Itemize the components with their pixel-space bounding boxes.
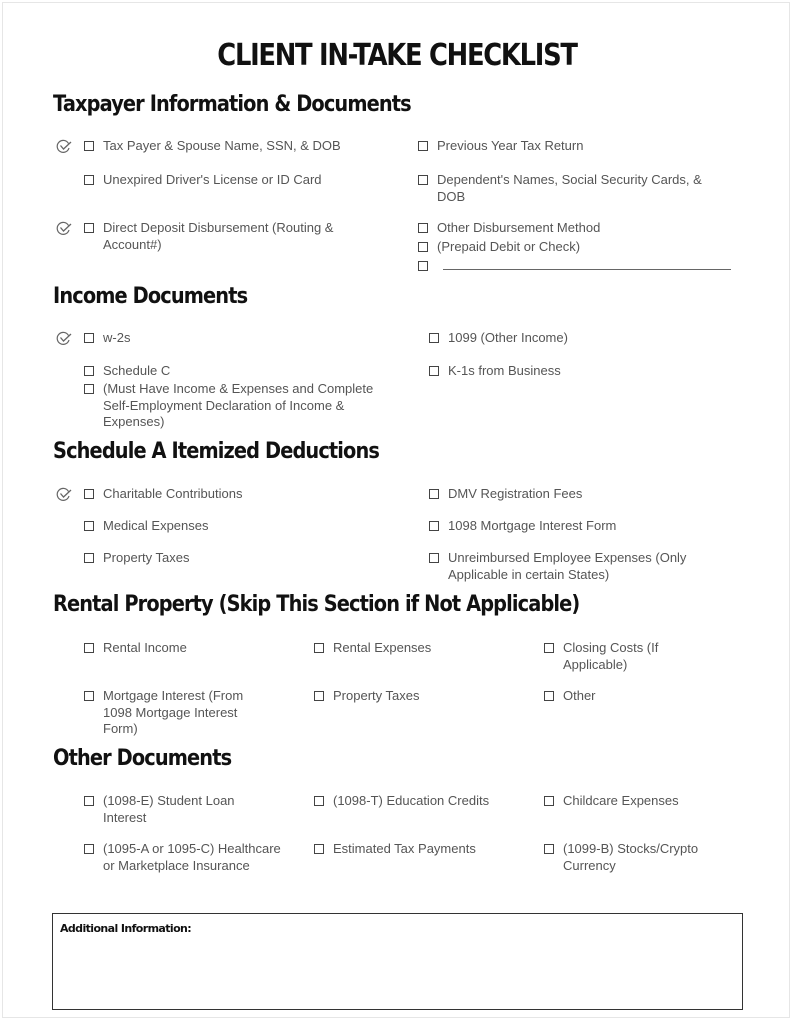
checkbox-icon[interactable] bbox=[84, 384, 94, 394]
checklist-item[interactable]: Tax Payer & Spouse Name, SSN, & DOB bbox=[84, 138, 384, 155]
checklist-item[interactable]: Direct Deposit Disbursement (Routing & Account#) bbox=[84, 220, 364, 253]
checkbox-icon[interactable] bbox=[84, 521, 94, 531]
checkbox-icon[interactable] bbox=[314, 844, 324, 854]
circle-check-icon bbox=[56, 331, 72, 345]
checkbox-icon[interactable] bbox=[544, 796, 554, 806]
checklist-item[interactable]: (1099-B) Stocks/Crypto Currency bbox=[544, 841, 724, 874]
checklist-item-blank[interactable] bbox=[418, 258, 438, 271]
checklist-item[interactable]: Other Disbursement Method bbox=[418, 220, 738, 237]
checklist-item[interactable]: Other bbox=[544, 688, 694, 705]
circle-check-icon bbox=[56, 221, 72, 235]
checkbox-icon[interactable] bbox=[429, 366, 439, 376]
page-title: CLIENT IN-TAKE CHECKLIST bbox=[217, 38, 577, 73]
checkbox-icon[interactable] bbox=[418, 242, 428, 252]
checklist-item[interactable]: Unreimbursed Employee Expenses (Only Applicable in certain States) bbox=[429, 550, 729, 583]
checkbox-icon[interactable] bbox=[84, 366, 94, 376]
section-heading-taxpayer: Taxpayer Information & Documents bbox=[53, 92, 411, 117]
checkbox-icon[interactable] bbox=[429, 521, 439, 531]
checkbox-icon[interactable] bbox=[418, 141, 428, 151]
checkbox-icon[interactable] bbox=[314, 643, 324, 653]
checkbox-icon[interactable] bbox=[84, 141, 94, 151]
checklist-item[interactable]: DMV Registration Fees bbox=[429, 486, 729, 503]
checkbox-icon[interactable] bbox=[314, 691, 324, 701]
checkbox-icon[interactable] bbox=[429, 553, 439, 563]
additional-information-box[interactable] bbox=[52, 913, 743, 1010]
checklist-item[interactable]: (1098-E) Student Loan Interest bbox=[84, 793, 274, 826]
checkbox-icon[interactable] bbox=[84, 796, 94, 806]
checklist-item[interactable]: Mortgage Interest (From 1098 Mortgage Interest Form) bbox=[84, 688, 274, 738]
checkbox-icon[interactable] bbox=[429, 489, 439, 499]
circle-check-icon bbox=[56, 139, 72, 153]
checkbox-icon[interactable] bbox=[84, 553, 94, 563]
checkbox-icon[interactable] bbox=[418, 223, 428, 233]
checkbox-icon[interactable] bbox=[84, 844, 94, 854]
checklist-item[interactable]: Previous Year Tax Return bbox=[418, 138, 738, 155]
checklist-item[interactable]: Rental Expenses bbox=[314, 640, 514, 657]
checklist-item[interactable]: 1098 Mortgage Interest Form bbox=[429, 518, 729, 535]
section-heading-income: Income Documents bbox=[53, 284, 248, 309]
additional-information-label: Additional Information: bbox=[60, 922, 192, 935]
checkbox-icon[interactable] bbox=[544, 643, 554, 653]
checkbox-icon[interactable] bbox=[84, 489, 94, 499]
checklist-item[interactable]: Property Taxes bbox=[84, 550, 384, 567]
checkbox-icon[interactable] bbox=[544, 691, 554, 701]
checklist-item[interactable]: 1099 (Other Income) bbox=[429, 330, 729, 347]
checklist-item[interactable]: (Prepaid Debit or Check) bbox=[418, 239, 738, 256]
checklist-item[interactable]: Medical Expenses bbox=[84, 518, 384, 535]
checklist-item[interactable]: (Must Have Income & Expenses and Complete Self-Employment Declaration of Income & Expenses) bbox=[84, 381, 374, 431]
checklist-item[interactable]: Unexpired Driver's License or ID Card bbox=[84, 172, 384, 189]
checkbox-icon[interactable] bbox=[84, 643, 94, 653]
checklist-item[interactable]: Estimated Tax Payments bbox=[314, 841, 524, 858]
fill-in-line[interactable] bbox=[443, 269, 731, 270]
checklist-item[interactable]: Property Taxes bbox=[314, 688, 514, 705]
checklist-item[interactable]: K-1s from Business bbox=[429, 363, 729, 380]
checkbox-icon[interactable] bbox=[544, 844, 554, 854]
checkbox-icon[interactable] bbox=[84, 175, 94, 185]
checklist-item[interactable]: (1098-T) Education Credits bbox=[314, 793, 524, 810]
checkbox-icon[interactable] bbox=[314, 796, 324, 806]
checklist-item[interactable]: (1095-A or 1095-C) Healthcare or Marketplace Insurance bbox=[84, 841, 284, 874]
section-heading-schedule-a: Schedule A Itemized Deductions bbox=[53, 439, 380, 464]
checkbox-icon[interactable] bbox=[84, 333, 94, 343]
checklist-item[interactable]: Dependent's Names, Social Security Cards, & DOB bbox=[418, 172, 730, 205]
checkbox-icon[interactable] bbox=[84, 223, 94, 233]
checklist-item[interactable]: w-2s bbox=[84, 330, 384, 347]
checklist-item[interactable]: Schedule C bbox=[84, 363, 384, 380]
checklist-item[interactable]: Childcare Expenses bbox=[544, 793, 734, 810]
checkbox-icon[interactable] bbox=[418, 261, 428, 271]
checkbox-icon[interactable] bbox=[84, 691, 94, 701]
circle-check-icon bbox=[56, 487, 72, 501]
checkbox-icon[interactable] bbox=[418, 175, 428, 185]
checklist-item[interactable]: Closing Costs (If Applicable) bbox=[544, 640, 694, 673]
checkbox-icon[interactable] bbox=[429, 333, 439, 343]
section-heading-other: Other Documents bbox=[53, 746, 232, 771]
section-heading-rental: Rental Property (Skip This Section if Not Applicable) bbox=[53, 592, 580, 617]
checklist-item[interactable]: Charitable Contributions bbox=[84, 486, 384, 503]
checklist-item[interactable]: Rental Income bbox=[84, 640, 284, 657]
